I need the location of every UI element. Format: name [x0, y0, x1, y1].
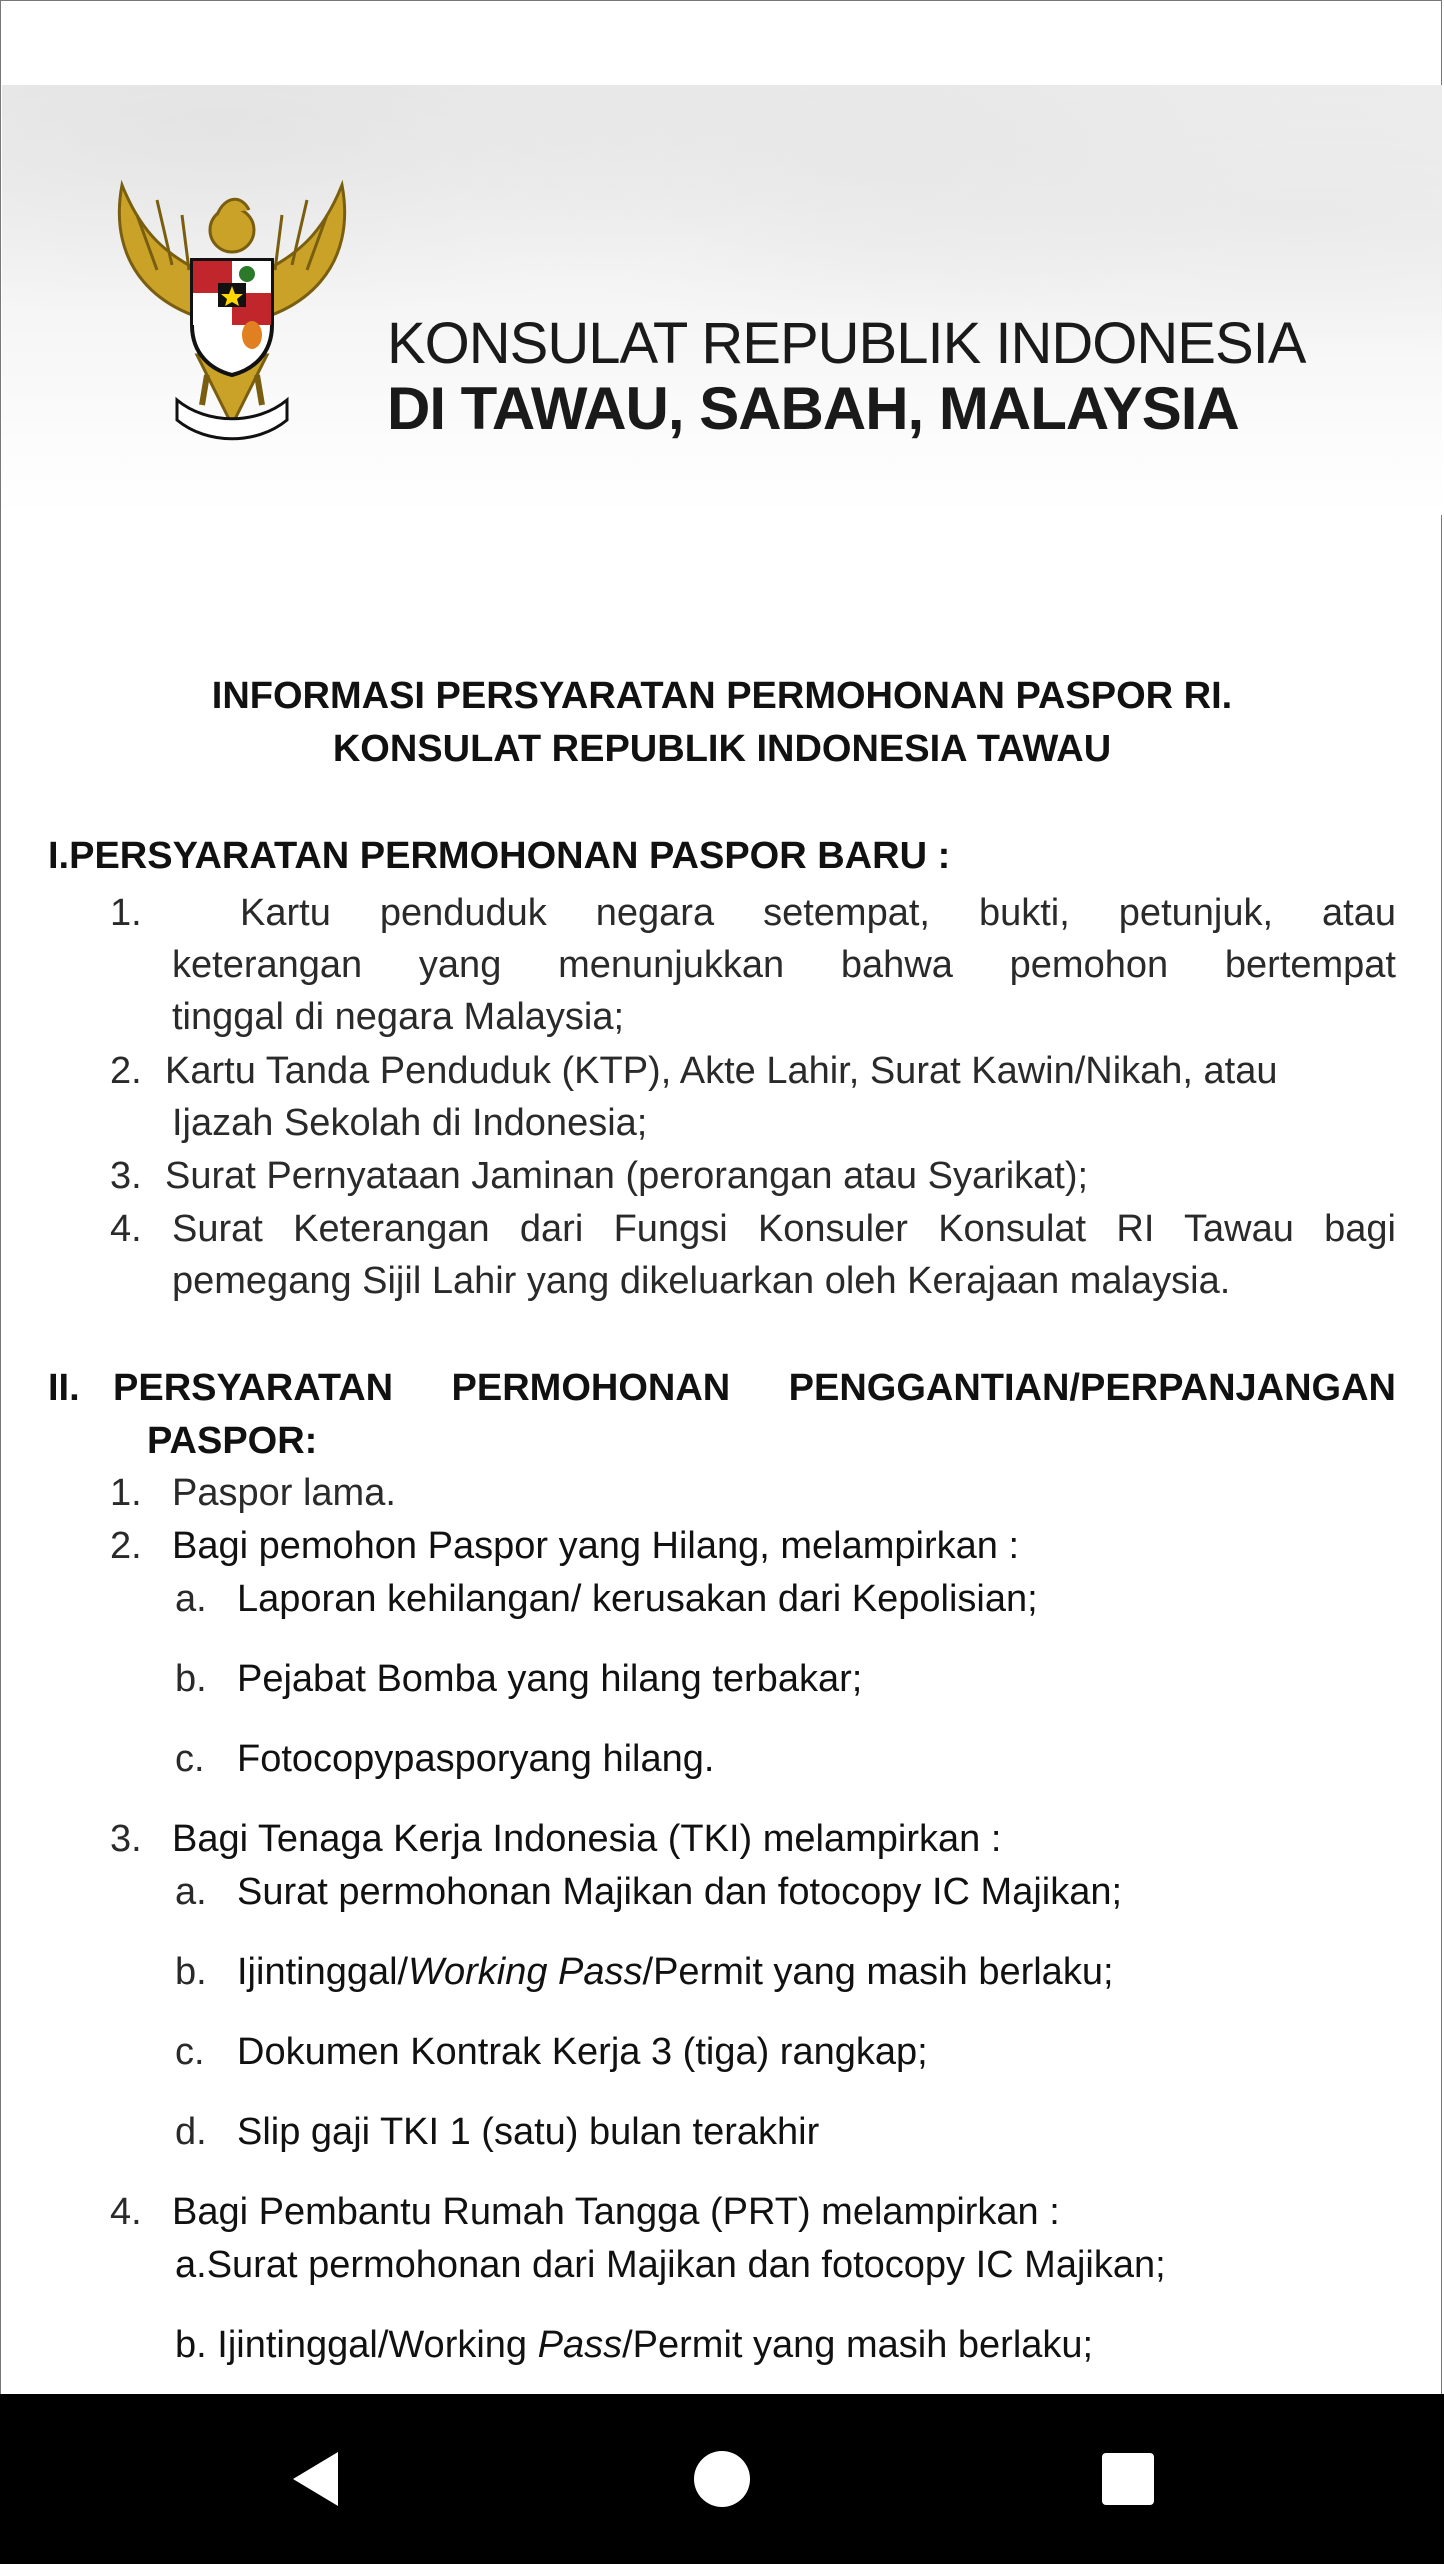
section2-item3b-text [237, 1946, 1114, 1998]
item-number: 4. [110, 2191, 142, 2233]
text-segment: /Permit yang masih berlaku; [642, 1951, 1114, 1993]
section2-item2b-text: Pejabat Bomba yang hilang terbakar; [237, 1658, 863, 1700]
banner-title [387, 311, 1306, 442]
section2-item2a-text: Laporan kehilangan/ kerusakan dari Kepolisian; [237, 1578, 1038, 1620]
section1-heading: I.PERSYARATAN PERMOHONAN PASPOR BARU : [48, 835, 951, 877]
item-number: 2. [110, 1050, 142, 1092]
item-number: 1. [110, 892, 142, 934]
item-number: 2. [110, 1525, 142, 1567]
section2-item3-text: Bagi Tenaga Kerja Indonesia (TKI) melampirkan : [172, 1818, 1002, 1860]
document-title-line1: INFORMASI PERSYARATAN PERMOHONAN PASPOR RI. [211, 675, 1233, 717]
section1-item4-line1: Surat Keterangan dari Fungsi Konsuler Konsulat RI Tawau bagi [172, 1208, 1396, 1250]
italic-segment: Pass [537, 2324, 623, 2366]
sub-letter: b. [175, 1951, 207, 1993]
document-title-line2: KONSULAT REPUBLIK INDONESIA TAWAU [332, 728, 1112, 770]
section1-item4-line2: pemegang Sijil Lahir yang dikeluarkan oleh Kerajaan malaysia. [172, 1260, 1231, 1302]
back-button[interactable] [268, 2429, 368, 2529]
navigation-bar [0, 2394, 1444, 2564]
italic-segment: Working Pass [408, 1951, 643, 1993]
text-segment: /Permit yang masih berlaku; [622, 2324, 1094, 2366]
sub-letter: b. [175, 2324, 207, 2366]
back-triangle-icon [293, 2452, 338, 2506]
section2-item4a-text: Surat permohonan dari Majikan dan fotocopy IC Majikan; [206, 2244, 1166, 2286]
item-number: 4. [110, 1208, 142, 1250]
section2-item2-text: Bagi pemohon Paspor yang Hilang, melampirkan : [172, 1525, 1020, 1567]
consulate-banner [2, 85, 1442, 515]
garuda-emblem-icon [97, 175, 367, 475]
section2-item3a-text: Surat permohonan Majikan dan fotocopy IC Majikan; [237, 1871, 1123, 1913]
text-segment: Ijintinggal/ [237, 1951, 409, 1993]
section1-item1-line3: tinggal di negara Malaysia; [172, 996, 625, 1038]
item-number: 3. [110, 1818, 142, 1860]
section2-heading-line1: PERSYARATAN PERMOHONAN PENGGANTIAN/PERPANJANGAN [113, 1367, 1396, 1409]
section1-item3-line1: Surat Pernyataan Jaminan (perorangan atau Syarikat); [165, 1155, 1089, 1197]
recents-button[interactable] [1078, 2429, 1178, 2529]
section2-item3c-text: Dokumen Kontrak Kerja 3 (tiga) rangkap; [237, 2031, 928, 2073]
section2-item1-text: Paspor lama. [172, 1472, 396, 1514]
section2-item4a [175, 2239, 1166, 2291]
section1-item2-line1: Kartu Tanda Penduduk (KTP), Akte Lahir, Surat Kawin/Nikah, atau [165, 1050, 1278, 1092]
sub-letter: c. [175, 1738, 205, 1780]
sub-letter: a. [175, 1871, 207, 1913]
section1-item1-line1: Kartu penduduk negara setempat, bukti, petunjuk, atau [240, 892, 1396, 934]
sub-letter: a. [175, 1578, 207, 1620]
sub-letter: d. [175, 2111, 207, 2153]
sub-letter: c. [175, 2031, 205, 2073]
banner-title-line1: KONSULAT REPUBLIK INDONESIA [387, 311, 1306, 376]
recents-square-icon [1102, 2453, 1154, 2505]
home-circle-icon [694, 2451, 750, 2507]
section2-item3d-text: Slip gaji TKI 1 (satu) bulan terakhir [237, 2111, 820, 2153]
item-number: 3. [110, 1155, 142, 1197]
section2-roman: II. [48, 1367, 80, 1409]
banner-title-line2: DI TAWAU, SABAH, MALAYSIA [387, 375, 1239, 442]
section1-item2-line2: Ijazah Sekolah di Indonesia; [172, 1102, 648, 1144]
text-segment: Ijintinggal/Working [217, 2324, 538, 2366]
sub-letter: b. [175, 1658, 207, 1700]
section2-item4b [175, 2319, 1093, 2371]
section1-item1-line2: keterangan yang menunjukkan bahwa pemohon bertempat [172, 944, 1396, 986]
item-number: 1. [110, 1472, 142, 1514]
section2-heading-line2: PASPOR: [147, 1420, 318, 1462]
home-button[interactable] [672, 2429, 772, 2529]
section2-item4-text: Bagi Pembantu Rumah Tangga (PRT) melampirkan : [172, 2191, 1060, 2233]
sub-letter: a. [175, 2244, 207, 2286]
section2-item2c-text: Fotocopypasporyang hilang. [237, 1738, 715, 1780]
